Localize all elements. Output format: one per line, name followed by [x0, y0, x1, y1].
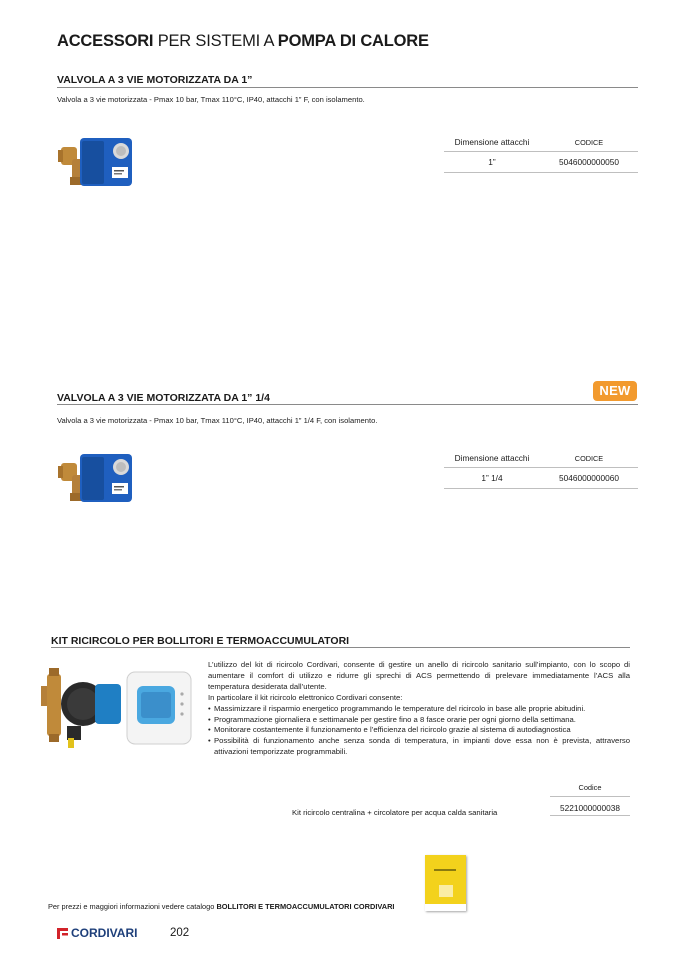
- pump-controller-image: [37, 664, 197, 752]
- kit-code: 5221000000038: [560, 803, 620, 813]
- page-title-light: PER SISTEMI A: [153, 32, 278, 50]
- kit-code-header: Codice: [578, 783, 602, 792]
- list-item: • Possibilità di funzionamento anche senza sonda di temperatura, in impianti dove essa non è prevista, attraverso attivazioni temporizzate programmabili.: [208, 736, 630, 758]
- kit-image: [37, 664, 197, 752]
- catalog-thumbnail: [425, 855, 466, 911]
- page-title-bold-1: ACCESSORI: [57, 32, 154, 50]
- code-cell: 5046000000060: [540, 468, 638, 489]
- page-title: [57, 32, 429, 51]
- brand-logo: [57, 926, 137, 940]
- list-item: • Monitorare costantemente il funzionamento e l’efficienza del ricircolo grazie al sistema di autodiagnostica: [208, 725, 630, 736]
- product-1-rule: [57, 87, 638, 88]
- new-badge: NEW: [593, 381, 637, 401]
- page-number: 202: [170, 927, 190, 939]
- product-2-image: [58, 449, 140, 507]
- footer-note: [48, 902, 395, 911]
- footer-note-prefix: Per prezzi e maggiori informazioni vedere catalogo: [48, 902, 217, 911]
- kit-rule: [51, 647, 630, 648]
- list-item: • Massimizzare il risparmio energetico programmando le temperature del ricircolo in base alle proprie abitudini.: [208, 704, 630, 715]
- kit-feature-list: [208, 704, 630, 759]
- column-header-dimension: Dimensione attacchi: [444, 133, 540, 152]
- brand-name: CORDIVARI: [71, 926, 138, 940]
- product-2-rule: [57, 404, 638, 405]
- code-cell: 5046000000050: [540, 152, 638, 173]
- table-row: [444, 468, 638, 489]
- list-item: • Programmazione giornaliera e settimanale per gestire fino a 8 fasce orarie per ogni giorno della settimana.: [208, 715, 630, 726]
- dimension-cell: 1”: [444, 152, 540, 173]
- product-2-description: Valvola a 3 vie motorizzata - Pmax 10 bar, Tmax 110°C, IP40, attacchi 1” 1/4 F, con isolamento.: [57, 416, 378, 425]
- valve-image: [58, 449, 140, 507]
- table-row: [444, 152, 638, 173]
- column-header-dimension: Dimensione attacchi: [444, 449, 540, 468]
- kit-subheading: In particolare il kit ricircolo elettronico Cordivari consente:: [208, 692, 403, 702]
- kit-code-header-rule: [550, 796, 630, 797]
- dimension-cell: 1” 1/4: [444, 468, 540, 489]
- kit-intro: L’utilizzo del kit di ricircolo Cordivari, consente di gestire un anello di ricircolo sanitario sull’impianto, con lo scopo di aumentare il comfort di utilizzo e ridurre gli sprechi di ACS permettendo di prelevare immediatamente l’ACS alla temperatura desiderata dall’utente.: [208, 660, 630, 691]
- footer-note-catalog: BOLLITORI E TERMOACCUMULATORI CORDIVARI: [216, 902, 395, 911]
- product-1-title: VALVOLA A 3 VIE MOTORIZZATA DA 1”: [57, 74, 253, 86]
- kit-code-rule: [550, 815, 630, 816]
- kit-item-label: Kit ricircolo centralina + circolatore per acqua calda sanitaria: [292, 808, 498, 817]
- product-2-title: VALVOLA A 3 VIE MOTORIZZATA DA 1” 1/4: [57, 392, 270, 404]
- product-2-code-table: [444, 449, 638, 489]
- product-1-code-table: [444, 133, 638, 173]
- kit-description: [208, 660, 630, 758]
- column-header-code: CODICE: [540, 449, 638, 468]
- kit-title: KIT RICIRCOLO PER BOLLITORI E TERMOACCUMULATORI: [51, 635, 350, 647]
- product-1-image: [58, 133, 140, 191]
- column-header-code: CODICE: [540, 133, 638, 152]
- cordivari-logo-icon: [57, 928, 68, 939]
- product-1-description: Valvola a 3 vie motorizzata - Pmax 10 bar, Tmax 110°C, IP40, attacchi 1” F, con isolamento.: [57, 95, 365, 104]
- valve-image: [58, 133, 140, 191]
- page-title-bold-2: POMPA DI CALORE: [277, 32, 429, 50]
